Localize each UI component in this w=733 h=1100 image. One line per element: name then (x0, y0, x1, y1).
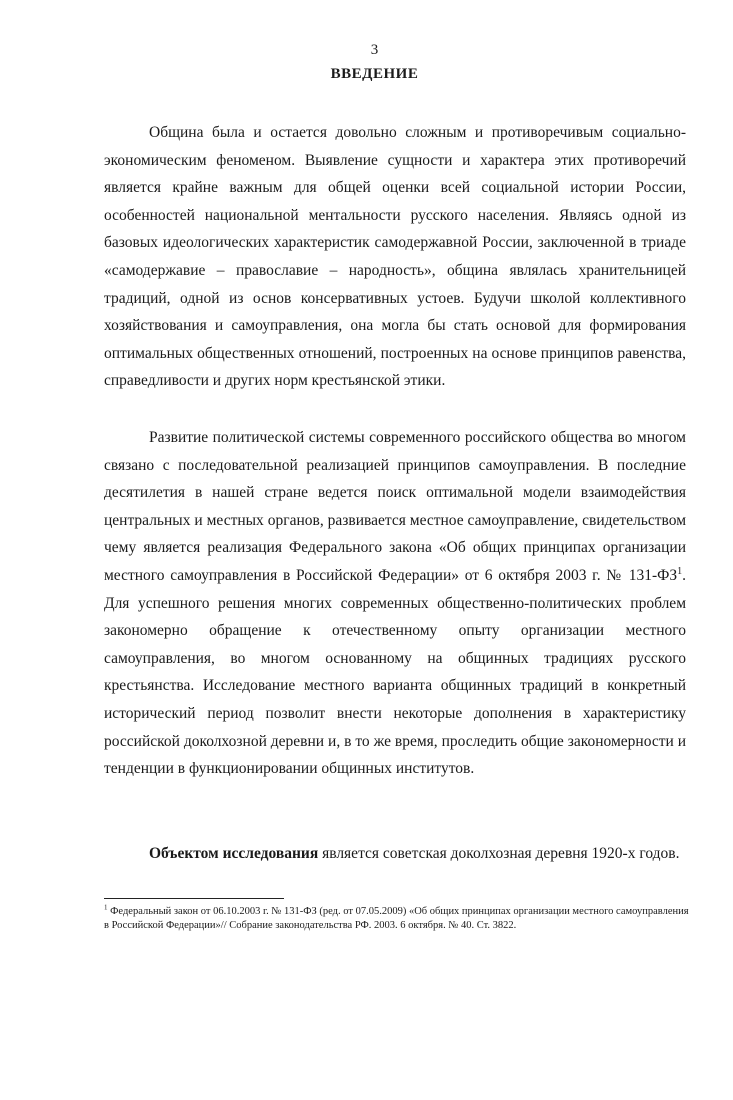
paragraph-2-text-after: . Для успешного решения многих современных общественно-политических проблем закономерно обращение к отечественному опыту организации местного самоуправления, во многом основанному на общинных традициях русского крестьянства. Исследование местного варианта общинных традиций в конкретный исторический период позволит внести некоторые дополнения в характеристику российской доколхозной деревни и, в то же время, проследить общие закономерности и тенденции в функционировании общинных институтов. (104, 566, 686, 778)
footnote-reference: 1 (677, 565, 683, 577)
paragraph-3-text (104, 840, 686, 868)
paragraph-2-text-before: Развитие политической системы современного российского общества во многом связано с последовательной реализацией принципов самоуправления. В последние десятилетия в нашей стране ведется поиск оптимальной модели взаимодействия центральных и местных органов, развивается местное самоуправление, свидетельством чему является реализация Федерального закона «Об общих принципах организации местного самоуправления в Российской Федерации» от 6 октября 2003 г. № 131-ФЗ (104, 429, 686, 584)
research-object-text: является советская доколхозная деревня 1920-х годов. (318, 845, 680, 862)
page-number: 3 (370, 42, 379, 58)
paragraph-1 (104, 119, 686, 395)
footnote-text: Федеральный закон от 06.10.2003 г. № 131-ФЗ (ред. от 07.05.2009) «Об общих принципах организации местного самоуправления в Российской Федерации»// Собрание законодательства РФ. 2003. 6 октября. № 40. Ст. 3822. (104, 906, 689, 931)
research-object-label: Объектом исследования (149, 845, 319, 862)
footnote-divider (104, 898, 284, 899)
paragraph-2-text (104, 424, 686, 783)
footnote (104, 905, 689, 933)
footnote-marker: 1 (104, 903, 108, 912)
paragraph-3 (104, 840, 686, 868)
section-heading: ВВЕДЕНИЕ (330, 66, 419, 82)
paragraph-1-text: Община была и остается довольно сложным и противоречивым социально-экономическим феноменом. Выявление сущности и характера этих противоречий является крайне важным для общей оценки всей социальной истории России, особенностей национальной ментальности русского населения. Являясь одной из базовых идеологических характеристик самодержавной России, заключенной в триаде «самодержавие – православие – народность», община являлась хранительницей традиций, одной из основ консервативных устоев. Будучи школой коллективного хозяйствования и самоуправления, она могла бы стать основой для формирования оптимальных общественных отношений, построенных на основе принципов равенства, справедливости и других норм крестьянской этики. (104, 124, 686, 390)
paragraph-2 (104, 424, 686, 783)
